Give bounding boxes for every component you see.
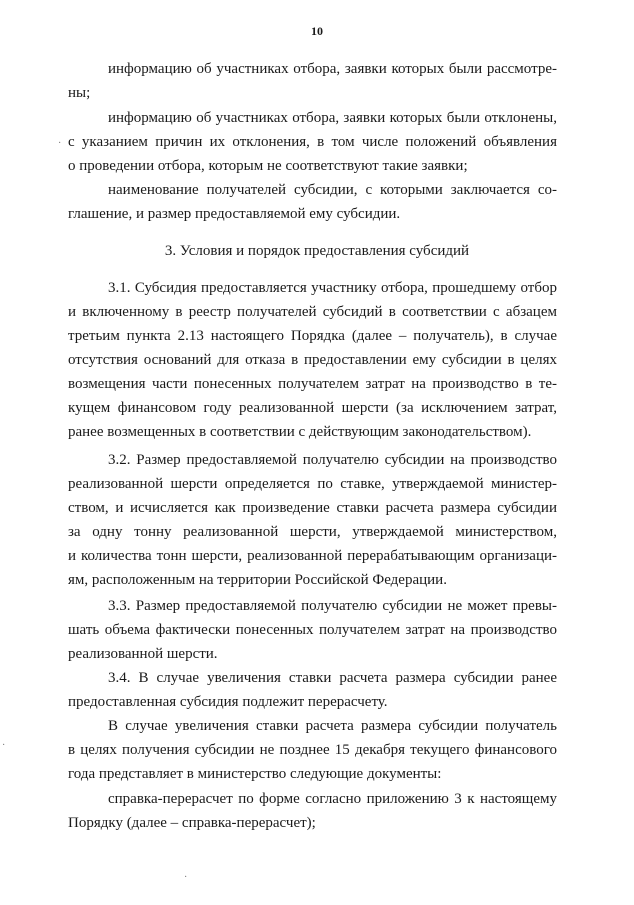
paragraph bbox=[68, 276, 557, 444]
text-line: глашение, и размер предоставляемой ему субсидии. bbox=[68, 206, 401, 222]
text-line: информацию об участниках отбора, заявки которых были рассмотре- bbox=[108, 61, 557, 77]
text-line: кущем финансовом году реализованной шерсти (за исключением затрат, bbox=[68, 400, 557, 416]
text-line: ством, и исчисляется как произведение ставки расчета размера субсидии bbox=[68, 500, 557, 516]
page-number: 10 bbox=[311, 24, 323, 38]
text-line: за одну тонну реализованной шерсти, утверждаемой министерством, bbox=[68, 524, 557, 540]
text-line: года представляет в министерство следующие документы: bbox=[68, 766, 442, 782]
text-line: 3.3. Размер предоставляемой получателю субсидии не может превы- bbox=[108, 598, 557, 614]
text-line: В случае увеличения ставки расчета размера субсидии получатель bbox=[108, 718, 557, 734]
paragraph bbox=[68, 106, 557, 178]
text-line: с указанием причин их отклонения, в том числе положений объявления bbox=[68, 134, 557, 150]
paragraph bbox=[68, 178, 557, 226]
text-line: шать объема фактически понесенных получателем затрат на производство bbox=[68, 622, 557, 638]
paragraph bbox=[68, 448, 557, 592]
text-line: о проведении отбора, которым не соответствуют такие заявки; bbox=[68, 158, 468, 174]
text-line: 3.1. Субсидия предоставляется участнику отбора, прошедшему отбор bbox=[108, 280, 557, 296]
section-heading: 3. Условия и порядок предоставления субсидий bbox=[164, 243, 470, 259]
paragraph bbox=[68, 57, 557, 105]
scan-speck: · bbox=[2, 740, 6, 751]
text-line: ранее возмещенных в соответствии с действующим законодательством). bbox=[68, 424, 532, 440]
text-line: в целях получения субсидии не позднее 15 декабря текущего финансового bbox=[68, 742, 557, 758]
text-line: 3.4. В случае увеличения ставки расчета размера субсидии ранее bbox=[108, 670, 557, 686]
text-line: и количества тонн шерсти, реализованной перерабатывающим организаци- bbox=[68, 548, 557, 564]
text-line: наименование получателей субсидии, с которыми заключается со- bbox=[108, 182, 557, 198]
text-line: информацию об участниках отбора, заявки которых были отклонены, bbox=[108, 110, 557, 126]
text-line: третьим пункта 2.13 настоящего Порядка (далее – получатель), в случае bbox=[68, 328, 557, 344]
text-line: реализованной шерсти определяется по ставке, утверждаемой министер- bbox=[68, 476, 557, 492]
text-line: ям, расположенным на территории Российской Федерации. bbox=[68, 572, 447, 588]
text-line: отсутствия оснований для отказа в предоставлении ему субсидии в целях bbox=[68, 352, 557, 368]
scan-speck: · bbox=[184, 872, 188, 883]
text-line: 3.2. Размер предоставляемой получателю субсидии на производство bbox=[108, 452, 557, 468]
text-line: предоставленная субсидия подлежит перерасчету. bbox=[68, 694, 388, 710]
text-line: Порядку (далее – справка-перерасчет); bbox=[68, 815, 316, 831]
text-line: ны; bbox=[68, 85, 91, 101]
paragraph bbox=[68, 787, 557, 835]
text-line: возмещения части понесенных получателем затрат на производство в те- bbox=[68, 376, 557, 392]
text-line: реализованной шерсти. bbox=[68, 646, 218, 662]
paragraph bbox=[68, 666, 557, 714]
scan-speck: · bbox=[58, 138, 62, 149]
text-line: справка-перерасчет по форме согласно приложению 3 к настоящему bbox=[108, 791, 557, 807]
paragraph bbox=[68, 594, 557, 666]
text-line: и включенному в реестр получателей субсидий в соответствии с абзацем bbox=[68, 304, 557, 320]
paragraph bbox=[68, 714, 557, 786]
